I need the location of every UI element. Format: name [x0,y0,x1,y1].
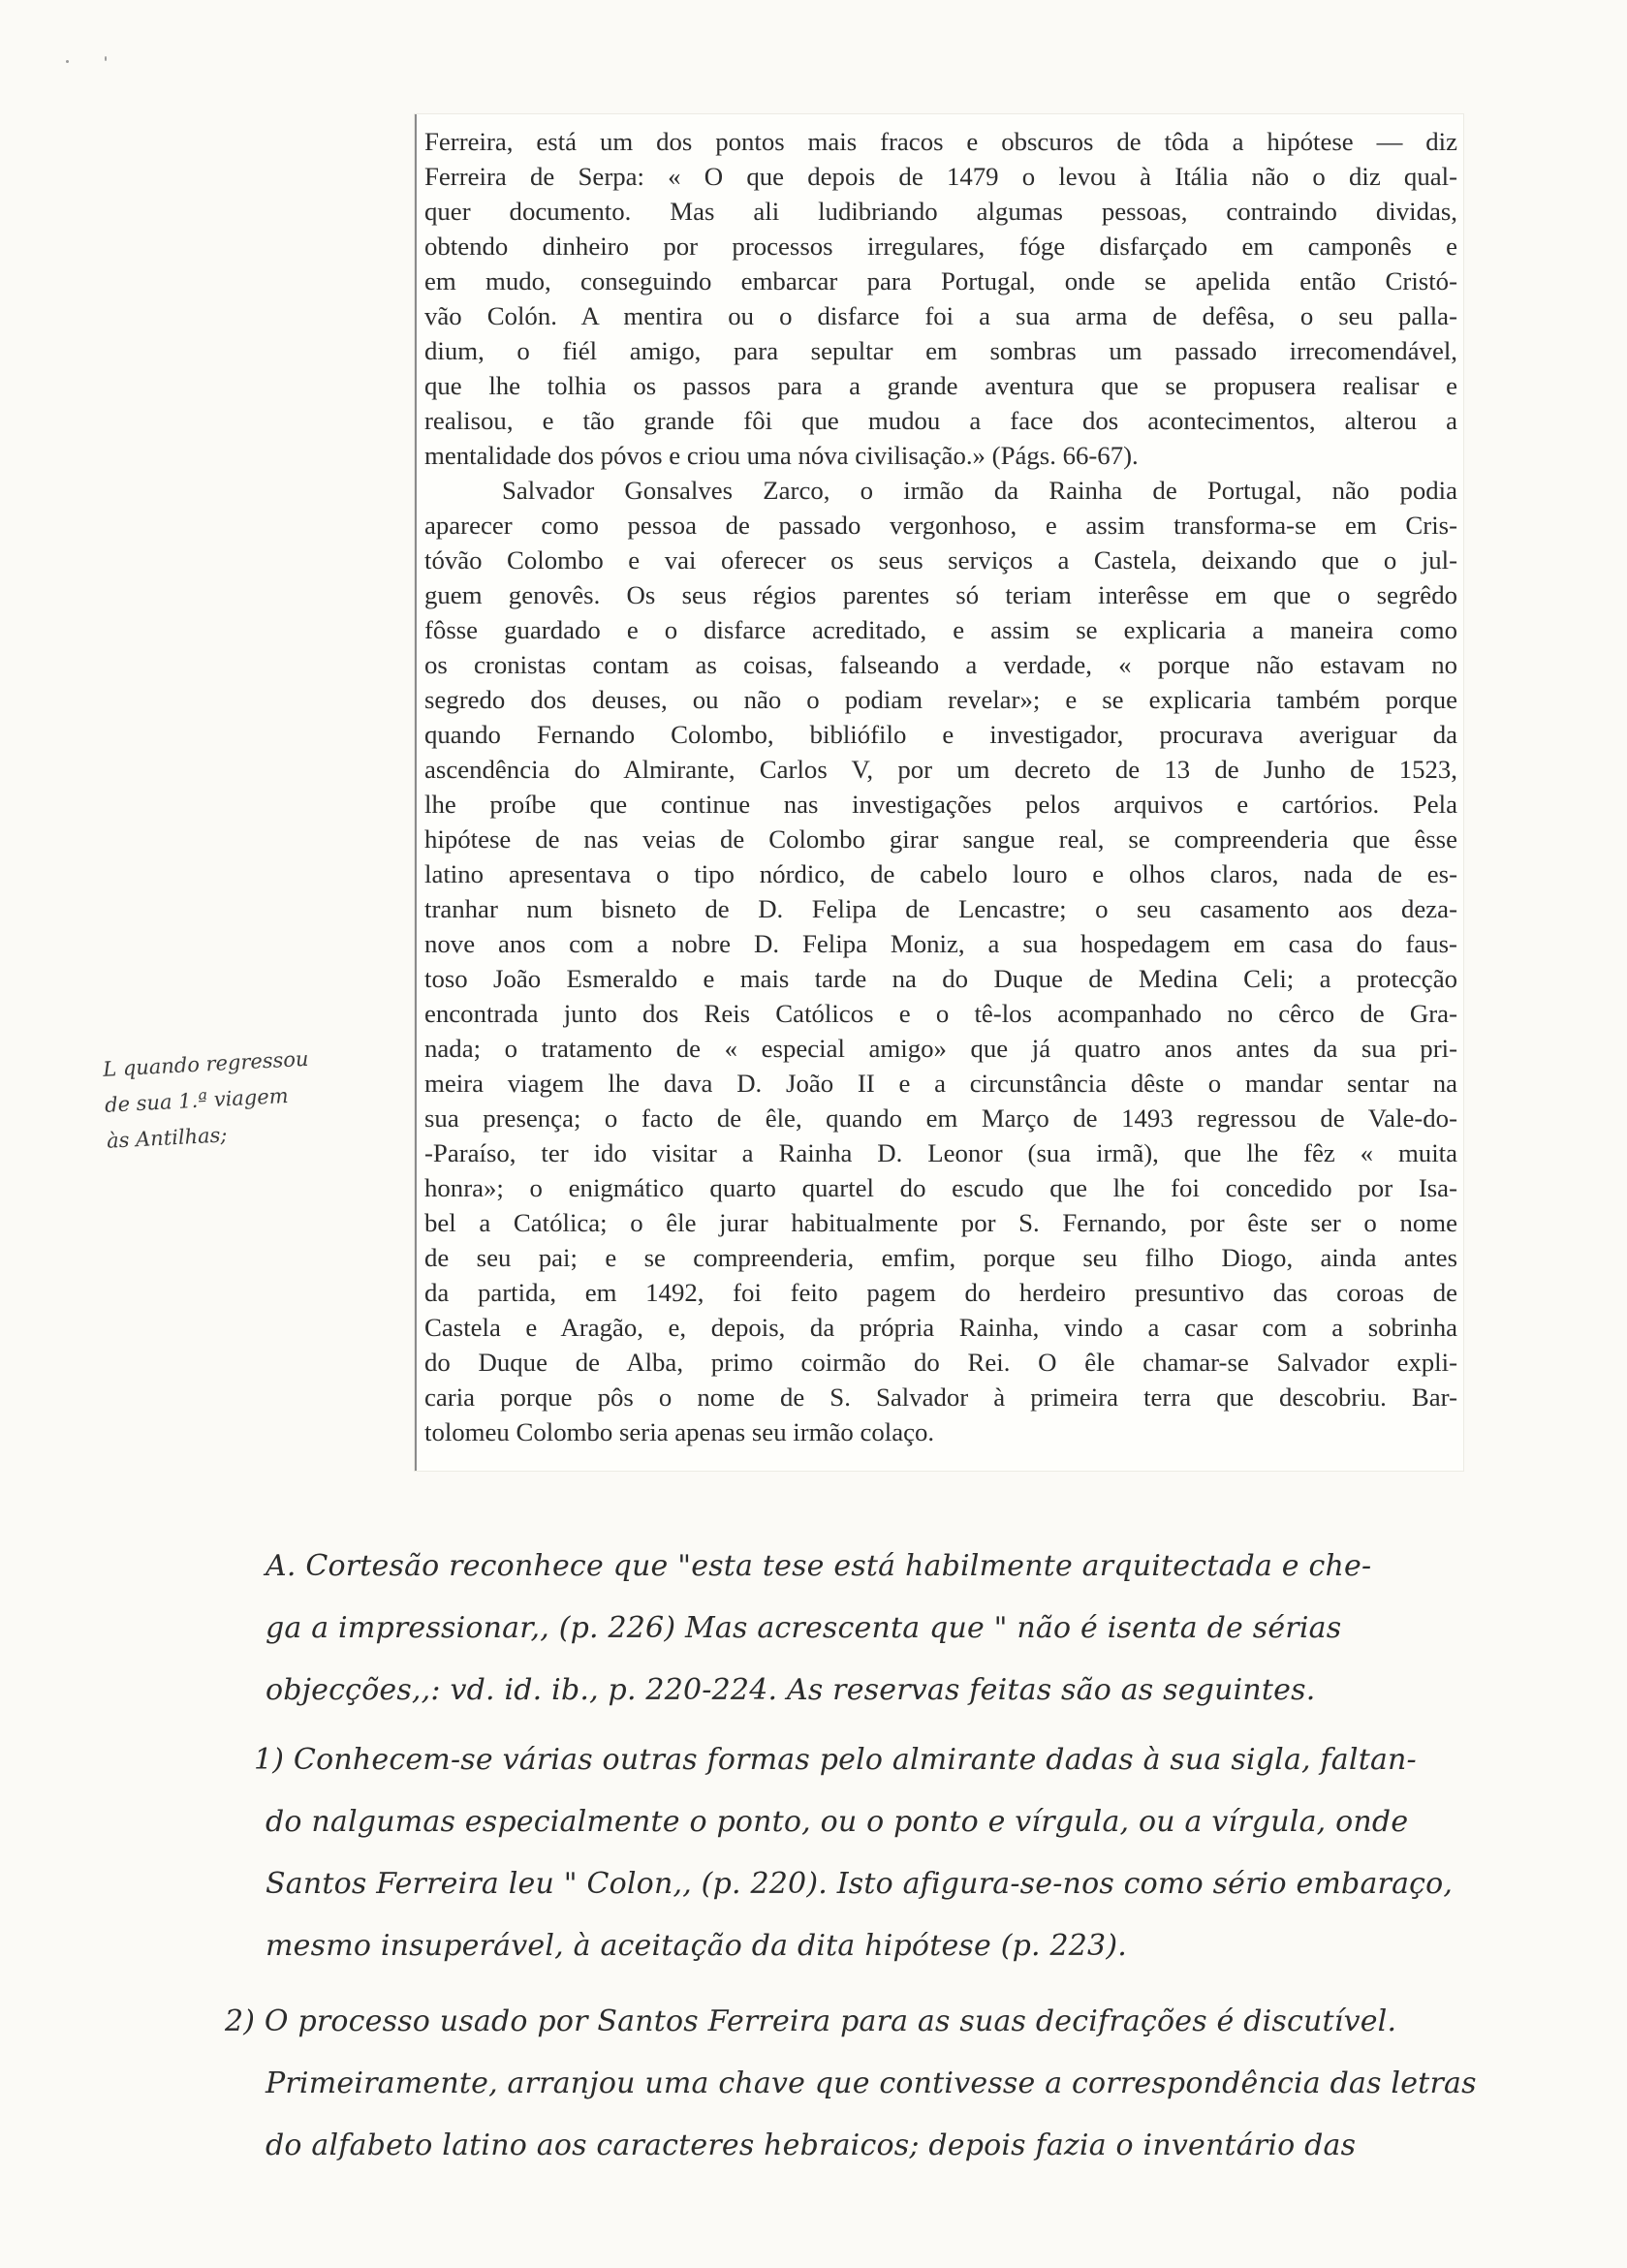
handwritten-line: A. Cortesão reconhece que "esta tese está habilmente arquitectada e che- [266,1549,1372,1583]
printed-text-line: realisou, e tão grande fôi que mudou a face dos acontecimentos, alterou a [424,406,1457,435]
printed-text-line: nada; o tratamento de « especial amigo» que já quatro anos antes da sua pri- [424,1034,1457,1063]
handwritten-line: mesmo insuperável, à aceitação da dita hipótese (p. 223). [266,1929,1127,1963]
margin-note-line: de sua 1.ª viagem [104,1083,290,1117]
paper-speck [105,56,107,61]
printed-text-line: tranhar num bisneto de D. Felipa de Lencastre; o seu casamento aos deza- [424,894,1457,923]
printed-text-line: quando Fernando Colombo, bibliófilo e investigador, procurava averiguar da [424,720,1457,749]
printed-text-line: fôsse guardado e o disfarce acreditado, e assim se explicaria a maneira como [424,615,1457,644]
printed-text-line: hipótese de nas veias de Colombo girar sangue real, se compreenderia que êsse [424,824,1457,854]
printed-text-line: tolomeu Colombo seria apenas seu irmão colaço. [424,1417,935,1446]
printed-text-line: Ferreira de Serpa: « O que depois de 1479 o levou à Itália não o diz qual- [424,162,1457,191]
printed-text-line: que lhe tolhia os passos para a grande aventura que se propusera realisar e [424,371,1457,400]
printed-text-line: os cronistas contam as coisas, falseando a verdade, « porque não estavam no [424,650,1457,679]
printed-text-line: quer documento. Mas ali ludibriando algumas pessoas, contraindo dividas, [424,197,1457,226]
printed-text-line: dium, o fiél amigo, para sepultar em sombras um passado irrecomendável, [424,336,1457,365]
margin-note-line: às Antilhas; [106,1123,229,1153]
printed-text-line: vão Colón. A mentira ou o disfarce foi a sua arma de defêsa, o seu palla- [424,301,1457,330]
printed-text-line: toso João Esmeraldo e mais tarde na do Duque de Medina Celi; a protecção [424,964,1457,993]
printed-text-line: Salvador Gonsalves Zarco, o irmão da Rainha de Portugal, não podia [502,476,1457,505]
printed-text-line: segredo dos deuses, ou não o podiam revelar»; e se explicaria também porque [424,685,1457,714]
printed-text-line: sua presença; o facto de êle, quando em Março de 1493 regressou de Vale-do- [424,1103,1457,1133]
printed-text-line: Ferreira, está um dos pontos mais fracos e obscuros de tôda a hipótese — diz [424,127,1457,156]
printed-text-line: honra»; o enigmático quarto quartel do escudo que lhe foi concedido por Isa- [424,1173,1457,1202]
handwritten-line: ga a impressionar,, (p. 226) Mas acrescenta que " não é isenta de sérias [266,1611,1342,1645]
printed-text-line: latino apresentava o tipo nórdico, de cabelo louro e olhos claros, nada de es- [424,859,1457,888]
printed-text-line: meira viagem lhe dava D. João II e a circunstância dêste o mandar sentar na [424,1069,1457,1098]
handwritten-line: do alfabeto latino aos caracteres hebraicos; depois fazia o inventário das [266,2128,1357,2162]
printed-text-line: lhe proíbe que continue nas investigações pelos arquivos e cartórios. Pela [424,790,1457,819]
handwritten-line: 2) O processo usado por Santos Ferreira para as suas decifrações é discutível. [225,2004,1397,2038]
printed-text-line: da partida, em 1492, foi feito pagem do herdeiro presuntivo das coroas de [424,1278,1457,1307]
printed-text-line: tóvão Colombo e vai oferecer os seus serviços a Castela, deixando que o jul- [424,545,1457,575]
printed-clipping [415,114,1463,1471]
paper-speck [66,60,69,63]
printed-text-line: encontrada junto dos Reis Católicos e o tê-los acompanhado no cêrco de Gra- [424,999,1457,1028]
handwritten-line: Primeiramente, arranjou uma chave que contivesse a correspondência das letras [266,2066,1477,2100]
printed-text-line: de seu pai; e se compreenderia, emfim, porque seu filho Diogo, ainda antes [424,1243,1457,1272]
handwritten-line: do nalgumas especialmente o ponto, ou o ponto e vírgula, ou a vírgula, onde [266,1805,1409,1839]
printed-text-line: do Duque de Alba, primo coirmão do Rei. O êle chamar-se Salvador expli- [424,1348,1457,1377]
printed-text-line: Castela e Aragão, e, depois, da própria Rainha, vindo a casar com a sobrinha [424,1313,1457,1342]
printed-text-line: mentalidade dos póvos e criou uma nóva civilisação.» (Págs. 66-67). [424,441,1139,470]
printed-text-line: obtendo dinheiro por processos irregulares, fóge disfarçado em camponês e [424,232,1457,261]
printed-text-line: em mudo, conseguindo embarcar para Portugal, onde se apelida então Cristó- [424,266,1457,295]
printed-text-line: caria porque pôs o nome de S. Salvador à primeira terra que descobriu. Bar- [424,1383,1457,1412]
handwritten-line: objecções,,: vd. id. ib., p. 220-224. As reservas feitas são as seguintes. [266,1673,1316,1707]
printed-text-line: guem genovês. Os seus régios parentes só teriam interêsse em que o segrêdo [424,580,1457,609]
printed-text-line: ascendência do Almirante, Carlos V, por um decreto de 13 de Junho de 1523, [424,755,1457,784]
printed-text-line: bel a Católica; o êle jurar habitualmente por S. Fernando, por êste ser o nome [424,1208,1457,1237]
margin-note [102,1037,397,1160]
handwritten-line: 1) Conhecem-se várias outras formas pelo almirante dadas à sua sigla, faltan- [254,1743,1417,1777]
handwritten-line: Santos Ferreira leu " Colon,, (p. 220). Isto afigura-se-nos como sério embaraço, [266,1867,1454,1901]
printed-text-line: nove anos com a nobre D. Felipa Moniz, a sua hospedagem em casa do faus- [424,929,1457,958]
printed-text-line: -Paraíso, ter ido visitar a Rainha D. Leonor (sua irmã), que lhe fêz « muita [424,1138,1457,1167]
printed-text-line: aparecer como pessoa de passado vergonhoso, e assim transforma-se em Cris- [424,511,1457,540]
margin-note-line: L quando regressou [102,1046,310,1081]
